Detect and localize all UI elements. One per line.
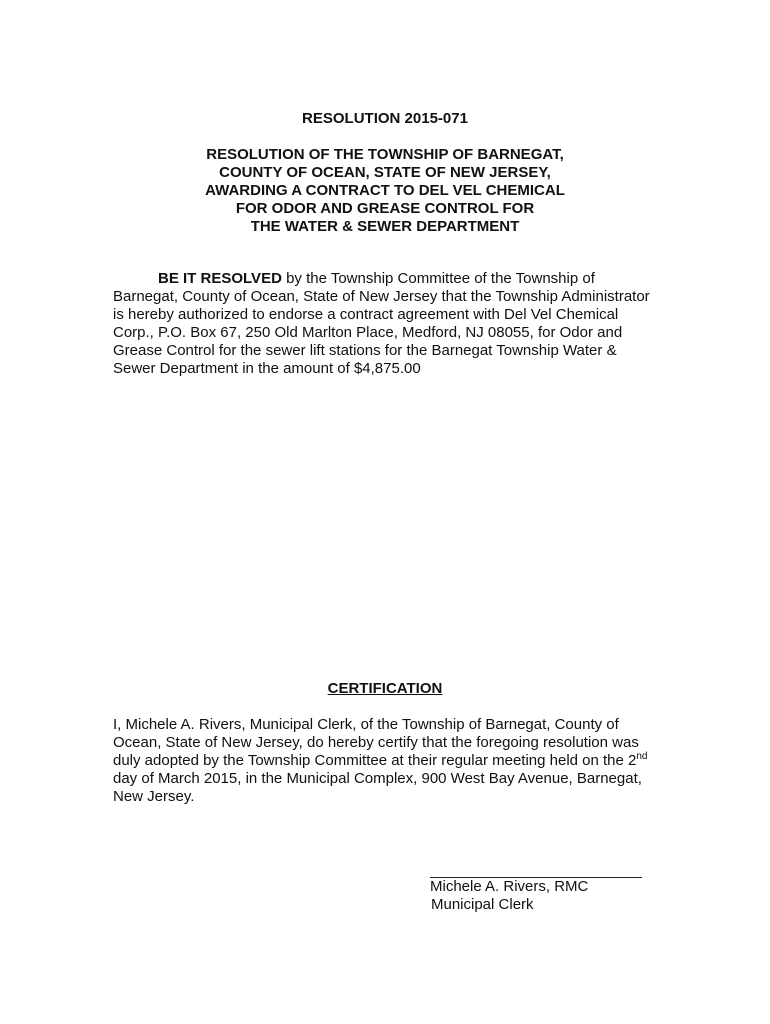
title-line: FOR ODOR AND GREASE CONTROL FOR: [235, 200, 535, 217]
body-line: Grease Control for the sewer lift stations for the Barnegat Township Water &: [113, 342, 617, 359]
resolution-number: RESOLUTION 2015-071: [302, 110, 468, 127]
resolution-title: [0, 146, 770, 236]
cert-line-3-text: duly adopted by the Township Committee at their regular meeting held on the 2: [113, 752, 637, 769]
body-line: Barnegat, County of Ocean, State of New Jersey that the Township Administrator: [113, 288, 650, 305]
ordinal-suffix: nd: [636, 751, 648, 762]
cert-line: I, Michele A. Rivers, Municipal Clerk, of the Township of Barnegat, County of: [113, 716, 619, 733]
body-line: Sewer Department in the amount of $4,875.00: [113, 360, 421, 377]
title-line: THE WATER & SEWER DEPARTMENT: [250, 218, 520, 235]
cert-line: [113, 752, 661, 770]
cert-line: New Jersey.: [113, 788, 195, 805]
cert-line: Ocean, State of New Jersey, do hereby certify that the foregoing resolution was: [113, 734, 639, 751]
signatory-name: Michele A. Rivers, RMC: [430, 878, 589, 895]
title-line: RESOLUTION OF THE TOWNSHIP OF BARNEGAT,: [206, 146, 564, 163]
signatory-title: Municipal Clerk: [431, 896, 534, 913]
title-line: COUNTY OF OCEAN, STATE OF NEW JERSEY,: [219, 164, 551, 181]
body-line: Corp., P.O. Box 67, 250 Old Marlton Place, Medford, NJ 08055, for Odor and: [113, 324, 623, 341]
be-it-resolved-lead: BE IT RESOLVED: [158, 270, 282, 287]
body-line: is hereby authorized to endorse a contract agreement with Del Vel Chemical: [113, 306, 619, 323]
title-line: AWARDING A CONTRACT TO DEL VEL CHEMICAL: [205, 182, 565, 199]
body-line: [113, 270, 661, 288]
certification-body: [113, 716, 661, 806]
resolution-body: [113, 270, 661, 378]
cert-line: day of March 2015, in the Municipal Complex, 900 West Bay Avenue, Barnegat,: [113, 770, 642, 787]
body-line-1-text: by the Township Committee of the Township of: [281, 270, 595, 287]
certification-heading: CERTIFICATION: [327, 680, 443, 697]
